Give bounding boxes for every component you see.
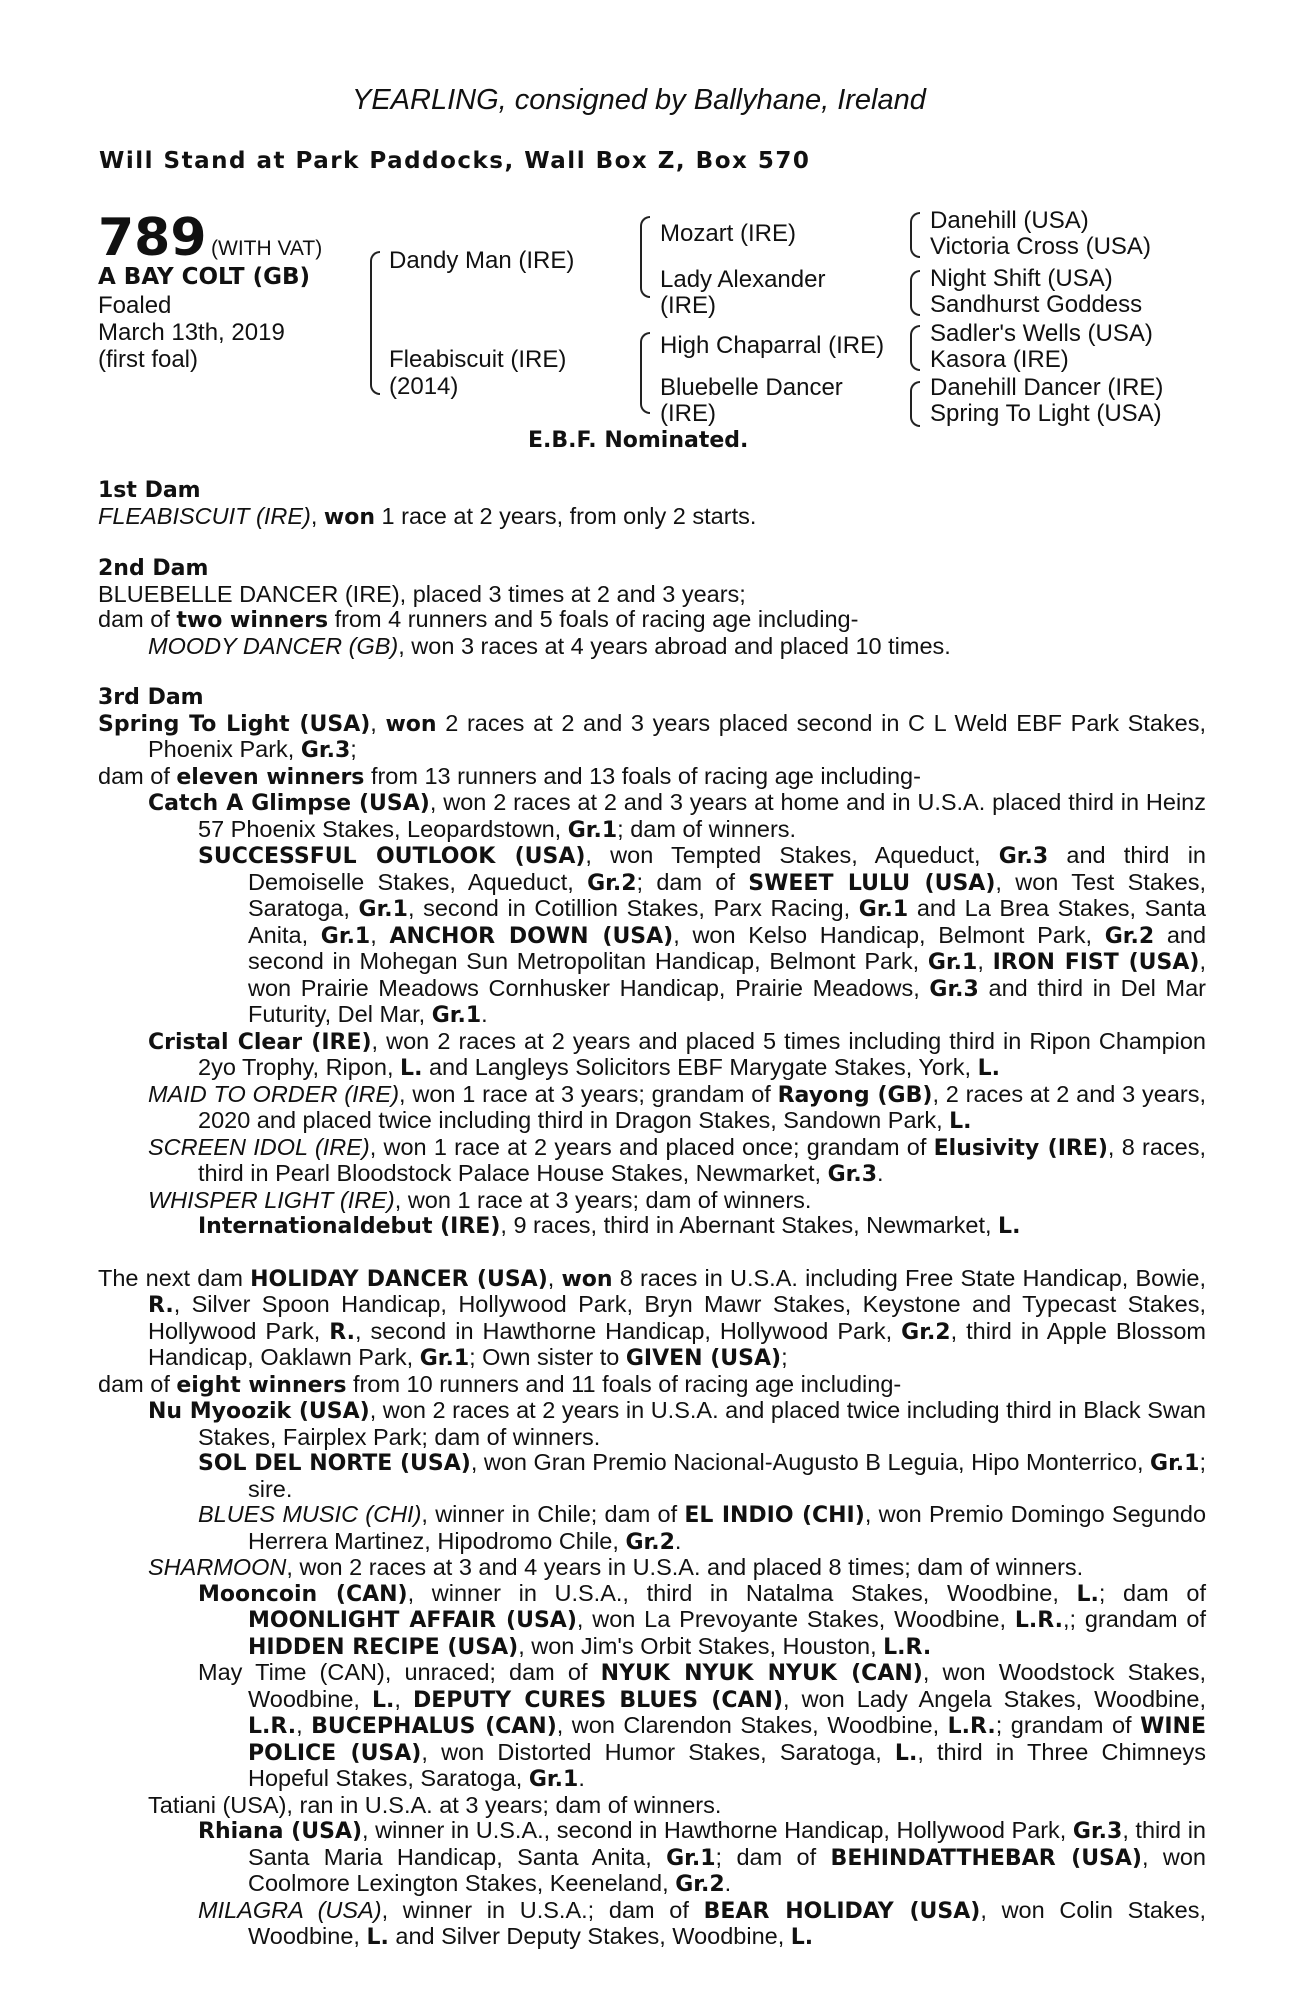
text: , — [370, 921, 377, 948]
sd-dam: Sandhurst Goddess — [930, 291, 1143, 318]
grade: L. — [998, 1214, 1021, 1239]
text: ; sire. — [248, 1449, 1206, 1502]
horse-name: BLUES MUSIC (CHI) — [198, 1501, 422, 1527]
grade: Gr.2 — [675, 1872, 725, 1897]
text: and second in Mohegan Sun Metropolitan Handicap, Belmont Park, — [248, 921, 1207, 974]
winners-count: eleven winners — [176, 764, 365, 790]
dd-dam: Spring To Light (USA) — [930, 400, 1162, 427]
grade: L. — [1076, 1581, 1099, 1607]
horse-name: HIDDEN RECIPE (USA) — [248, 1634, 519, 1660]
dam-sire: High Chaparral (IRE) — [660, 332, 885, 359]
lot-name: A BAY COLT (GB) — [98, 264, 311, 290]
text: 1 race at 2 years, from only 2 starts. — [381, 502, 757, 529]
brace-sire — [640, 216, 650, 298]
produce-entry — [98, 790, 1206, 843]
text: , won Colin Stakes, Woodbine, — [248, 1896, 1207, 1949]
dam-dam: Bluebelle Dancer — [660, 374, 843, 401]
grade: Gr.1 — [858, 897, 909, 922]
produce-entry: Tatiani (USA), ran in U.S.A. at 3 years; dam of winners. — [148, 1791, 722, 1818]
grade: Gr.2 — [901, 1319, 951, 1345]
horse-name: EL INDIO (CHI) — [684, 1503, 865, 1528]
horse-name: IRON FIST (USA) — [992, 950, 1200, 975]
horse-name: MAID TO ORDER (IRE) — [148, 1080, 400, 1107]
horse-name: GIVEN (USA) — [625, 1346, 782, 1371]
grade: Gr.3 — [827, 1162, 878, 1187]
grade: L. — [366, 1925, 389, 1950]
produce-entry — [98, 843, 1206, 1029]
produce-entry — [98, 1082, 1206, 1135]
horse-name: DEPUTY CURES BLUES (CAN) — [412, 1687, 783, 1713]
first-dam-entry: FLEABISCUIT (IRE), won 1 race at 2 years, from only 2 starts. — [98, 502, 757, 530]
text: 2 races at 2 and 3 years placed second in C L Weld EBF Park Stakes, Phoenix Park, — [148, 709, 1206, 762]
produce-entry — [98, 1581, 1206, 1661]
grade: Gr.1 — [320, 923, 371, 949]
text: dam of — [98, 762, 170, 789]
text: ; dam of — [636, 868, 735, 895]
text: , third in Santa Maria Handicap, Santa Anita, — [248, 1817, 1206, 1870]
text: ; grandam of — [995, 1712, 1132, 1738]
horse-name: Mooncoin (CAN) — [198, 1581, 408, 1607]
text: from 10 runners and 11 foals of racing age including- — [353, 1370, 902, 1397]
horse-name: FLEABISCUIT (IRE) — [98, 502, 311, 529]
horse-name: Elusivity (IRE) — [933, 1135, 1108, 1161]
grade: Gr.1 — [419, 1346, 470, 1371]
horse-name: Internationaldebut (IRE) — [198, 1214, 501, 1239]
grade: Gr.1 — [431, 1003, 482, 1028]
ss-sire: Danehill (USA) — [930, 207, 1089, 234]
text: , won 3 races at 4 years abroad and placed 10 times. — [398, 632, 951, 659]
text: . — [578, 1765, 585, 1791]
ss-dam: Victoria Cross (USA) — [930, 233, 1151, 260]
third-dam-entry: Spring To Light (USA), won 2 races at 2 and 3 years placed second in C L Weld EBF Park Stakes, Phoenix Park, Gr.3; — [98, 709, 1206, 763]
text: , won Kelso Handicap, Belmont Park, — [673, 921, 1092, 948]
produce-entry — [98, 1555, 1206, 1581]
text: , winner in Chile; dam of — [421, 1501, 678, 1527]
won-label: won — [385, 711, 437, 737]
text: , won 1 race at 3 years; grandam of — [399, 1080, 771, 1107]
text: , won Coolmore Lexington Stakes, Keeneland, — [248, 1843, 1207, 1896]
text: from 13 runners and 13 foals of racing age including- — [370, 762, 921, 789]
text: , won 2 races at 3 and 4 years in U.S.A. and placed 8 times; dam of winners. — [286, 1554, 1084, 1580]
text: , won Woodstock Stakes, Woodbine, — [248, 1659, 1207, 1712]
text: , won Distorted Humor Stakes, Saratoga, — [421, 1738, 882, 1765]
text: , winner in U.S.A.; dam of — [381, 1896, 689, 1923]
horse-name: SWEET LULU (USA) — [748, 870, 996, 896]
grade: Gr.1 — [666, 1845, 716, 1871]
produce-entry — [98, 1188, 1206, 1214]
sire-sire: Mozart (IRE) — [660, 220, 797, 247]
second-dam-line: BLUEBELLE DANCER (IRE), placed 3 times at 2 and 3 years; — [98, 580, 746, 607]
grade: Gr.3 — [300, 738, 351, 763]
grade: L. — [894, 1740, 918, 1766]
brace-dam — [640, 332, 650, 414]
grade: Gr.2 — [1104, 923, 1155, 949]
text: . — [481, 1001, 488, 1027]
lot-number-line — [98, 208, 322, 268]
grade: L.R. — [1014, 1608, 1063, 1633]
produce-entry — [98, 1818, 1206, 1898]
brace-dd — [910, 381, 920, 427]
horse-name: SOL DEL NORTE (USA) — [198, 1451, 471, 1476]
grade: Gr.2 — [587, 870, 637, 896]
grade: Gr.1 — [358, 897, 408, 922]
consignment-subtitle: YEARLING, consigned by Ballyhane, Ireland — [352, 84, 926, 116]
horse-name: Nu Myoozik (USA) — [148, 1399, 370, 1424]
text: , — [296, 1712, 303, 1738]
produce-entry — [98, 1898, 1206, 1951]
foaled-label: Foaled — [98, 292, 172, 319]
grade: R. — [148, 1293, 174, 1318]
horse-name: Rhiana (USA) — [198, 1819, 363, 1844]
produce-entry — [98, 1213, 1206, 1240]
horse-name: HOLIDAY DANCER (USA) — [250, 1266, 548, 1292]
text: , won La Prevoyante Stakes, Woodbine, — [576, 1606, 1006, 1632]
produce-entry — [98, 1029, 1206, 1082]
horse-name: Cristal Clear (IRE) — [148, 1029, 372, 1055]
horse-name: BUCEPHALUS (CAN) — [311, 1714, 557, 1739]
text: ; dam of — [715, 1843, 817, 1870]
text: , won Tempted Stakes, Aqueduct, — [585, 842, 981, 868]
grade: L.R. — [883, 1634, 932, 1660]
text: , won Test Stakes, Saratoga, — [248, 868, 1206, 921]
winners-count: two winners — [176, 608, 329, 633]
text: and third in Demoiselle Stakes, Aqueduct, — [248, 842, 1207, 895]
grade: L. — [977, 1056, 1000, 1081]
second-dam-heading: 2nd Dam — [98, 556, 209, 581]
horse-name: Catch A Glimpse (USA) — [148, 791, 430, 816]
text: , won 2 races at 2 years and placed 5 times including third in Ripon Champion 2yo Trophy, Ripon, — [198, 1027, 1207, 1080]
horse-name: BEHINDATTHEBAR (USA) — [830, 1845, 1142, 1871]
text: , 2 races at 2 and 3 years, 2020 and placed twice including third in Dragon Stakes, Sandown Park, — [198, 1080, 1206, 1133]
grade: Gr.1 — [567, 817, 618, 843]
text: , — [977, 948, 984, 974]
text: , won Jim's Orbit Stakes, Houston, — [518, 1632, 877, 1659]
text: dam of — [98, 606, 170, 632]
grade: Gr.3 — [929, 976, 979, 1002]
text: and Langleys Solicitors EBF Marygate Stakes, York, — [428, 1054, 972, 1080]
ds-dam: Kasora (IRE) — [930, 346, 1069, 373]
first-dam-heading: 1st Dam — [98, 478, 201, 503]
foaled-date: March 13th, 2019 — [98, 319, 285, 346]
next-dam-entry: The next dam HOLIDAY DANCER (USA), won 8 races in U.S.A. including Free State Handicap, Bowie, R., Silver Spoon Handicap, Hollywood Park, Bryn Mawr Stakes, Keystone and Typecast Stakes, Hollywood Park, R., second in Hawthorne Handicap, Hollywood Park, Gr.2, third in Apple Blossom Handicap, Oaklawn Park, Gr.1; Own sister to GIVEN (USA); — [98, 1264, 1206, 1371]
produce-entry — [98, 1135, 1206, 1188]
produce-entry — [98, 1450, 1206, 1502]
text: , Silver Spoon Handicap, Hollywood Park, Bryn Mawr Stakes, Keystone and Typecast Stakes, Hollywood Park, — [148, 1291, 1206, 1344]
text: . — [877, 1160, 884, 1186]
text: May Time (CAN), unraced; dam of — [198, 1659, 588, 1685]
horse-name: SUCCESSFUL OUTLOOK (USA) — [198, 844, 586, 869]
horse-name: BEAR HOLIDAY (USA) — [703, 1898, 981, 1924]
third-dam-heading: 3rd Dam — [98, 685, 204, 710]
text: and third in Del Mar Futurity, Del Mar, — [248, 974, 1207, 1027]
grade: Gr.1 — [528, 1767, 579, 1792]
horse-name: SHARMOON — [148, 1554, 287, 1580]
text: , won Clarendon Stakes, Woodbine, — [556, 1712, 940, 1738]
sire-name: Dandy Man (IRE) — [389, 247, 575, 274]
won-label: won — [323, 504, 376, 530]
grade: Gr.1 — [927, 950, 978, 975]
horse-name: Spring To Light (USA) — [98, 711, 371, 737]
text: , won 1 race at 2 years and placed once; grandam of — [369, 1133, 927, 1160]
text: , won Prairie Meadows Cornhusker Handicap, Prairie Meadows, — [248, 948, 1207, 1001]
second-dam-produce — [98, 607, 1206, 634]
dd-sire: Danehill Dancer (IRE) — [930, 374, 1164, 401]
text: , winner in U.S.A., third in Natalma Stakes, Woodbine, — [407, 1579, 1059, 1606]
horse-name: WHISPER LIGHT (IRE) — [148, 1186, 395, 1213]
grade: L. — [949, 1109, 972, 1134]
brace-ds — [910, 325, 920, 371]
grade: L. — [400, 1056, 423, 1081]
grade: Gr.3 — [998, 844, 1049, 869]
lot-number: 789 — [98, 208, 207, 268]
text: and Silver Deputy Stakes, Woodbine, — [395, 1923, 785, 1949]
text: , won Premio Domingo Segundo Herrera Martinez, Hipodromo Chile, — [248, 1501, 1207, 1554]
text: , won 2 races at 2 years in U.S.A. and placed twice including third in Black Swan Stakes, Fairplex Park; dam of winners. — [198, 1397, 1206, 1450]
text: , second in Hawthorne Handicap, Hollywood Park, — [354, 1317, 893, 1344]
winners-count: eight winners — [176, 1372, 347, 1398]
text: ,; grandam of — [1062, 1606, 1207, 1632]
text: , 8 races, third in Pearl Bloodstock Palace House Stakes, Newmarket, — [198, 1133, 1207, 1186]
text: . — [674, 1527, 682, 1554]
text: ; — [781, 1344, 788, 1370]
grade: Gr.3 — [1072, 1819, 1123, 1844]
horse-name: SCREEN IDOL (IRE) — [148, 1133, 370, 1160]
dam-year: (2014) — [389, 373, 459, 400]
horse-name: MOONLIGHT AFFAIR (USA) — [248, 1608, 577, 1633]
sd-sire: Night Shift (USA) — [930, 265, 1113, 292]
text: , second in Cotillion Stakes, Parx Racing, — [407, 895, 851, 921]
text: , — [394, 1685, 401, 1712]
brace-main — [370, 251, 380, 395]
horse-name: MILAGRA (USA) — [198, 1896, 382, 1923]
grade: Gr.1 — [1150, 1451, 1200, 1476]
sire-dam: Lady Alexander — [660, 266, 826, 293]
text: , winner in U.S.A., second in Hawthorne Handicap, Hollywood Park, — [362, 1817, 1067, 1843]
horse-name: Rayong (GB) — [777, 1082, 933, 1108]
dam-name: Fleabiscuit (IRE) — [389, 346, 567, 373]
text: . — [724, 1870, 732, 1896]
stand-location: Will Stand at Park Paddocks, Wall Box Z, Box 570 — [99, 148, 811, 174]
grade: Gr.2 — [625, 1529, 675, 1555]
grade: R. — [329, 1319, 355, 1345]
ebf-nominated: E.B.F. Nominated. — [528, 428, 749, 453]
catalogue-body — [98, 478, 1206, 1951]
grade: L. — [790, 1925, 814, 1950]
grade: L.R. — [947, 1714, 996, 1739]
won-label: won — [561, 1266, 613, 1292]
horse-name: WINE POLICE (USA) — [248, 1714, 1206, 1766]
produce-entry — [98, 1502, 1206, 1555]
text: , won 1 race at 3 years; dam of winners. — [394, 1186, 812, 1213]
brace-ss — [910, 212, 920, 258]
text: dam of — [98, 1370, 170, 1397]
horse-name: MOODY DANCER (GB) — [148, 632, 399, 659]
ds-sire: Sadler's Wells (USA) — [930, 320, 1153, 347]
horse-name: NYUK NYUK NYUK (CAN) — [600, 1661, 923, 1686]
text: , won Gran Premio Nacional-Augusto B Leguia, Hipo Monterrico, — [470, 1449, 1144, 1475]
produce-entry — [98, 1660, 1206, 1793]
text: ; — [350, 736, 357, 762]
text: ; dam of winners. — [617, 815, 797, 842]
text: from 4 runners and 5 foals of racing age including- — [334, 606, 859, 632]
foaled-note: (first foal) — [98, 346, 199, 373]
sire-dam-suffix: (IRE) — [660, 292, 716, 319]
horse-name: ANCHOR DOWN (USA) — [389, 923, 674, 949]
text: and La Brea Stakes, Santa Anita, — [248, 895, 1207, 948]
text: ; dam of — [1098, 1579, 1206, 1606]
text: , won Lady Angela Stakes, Woodbine, — [783, 1685, 1207, 1712]
grade: L. — [372, 1687, 395, 1713]
third-dam-produce — [98, 764, 1206, 791]
text: , 9 races, third in Abernant Stakes, Newmarket, — [500, 1212, 992, 1238]
text: ; Own sister to — [469, 1344, 620, 1370]
text: The next dam — [98, 1264, 243, 1291]
grade: L.R. — [248, 1714, 297, 1739]
brace-sd — [910, 270, 920, 316]
text: 8 races in U.S.A. including Free State Handicap, Bowie, — [619, 1264, 1206, 1291]
text: , third in Three Chimneys Hopeful Stakes, Saratoga, — [248, 1738, 1207, 1791]
dam-dam-suffix: (IRE) — [660, 400, 716, 427]
text: , third in Apple Blossom Handicap, Oaklawn Park, — [148, 1317, 1206, 1370]
text: , won 2 races at 2 and 3 years at home and in U.S.A. placed third in Heinz 57 Phoenix Stakes, Leopardstown, — [198, 789, 1206, 842]
produce-entry — [98, 1398, 1206, 1450]
vat-note: (WITH VAT) — [211, 237, 323, 260]
next-dam-produce — [98, 1372, 1206, 1399]
produce-entry — [98, 634, 1206, 660]
